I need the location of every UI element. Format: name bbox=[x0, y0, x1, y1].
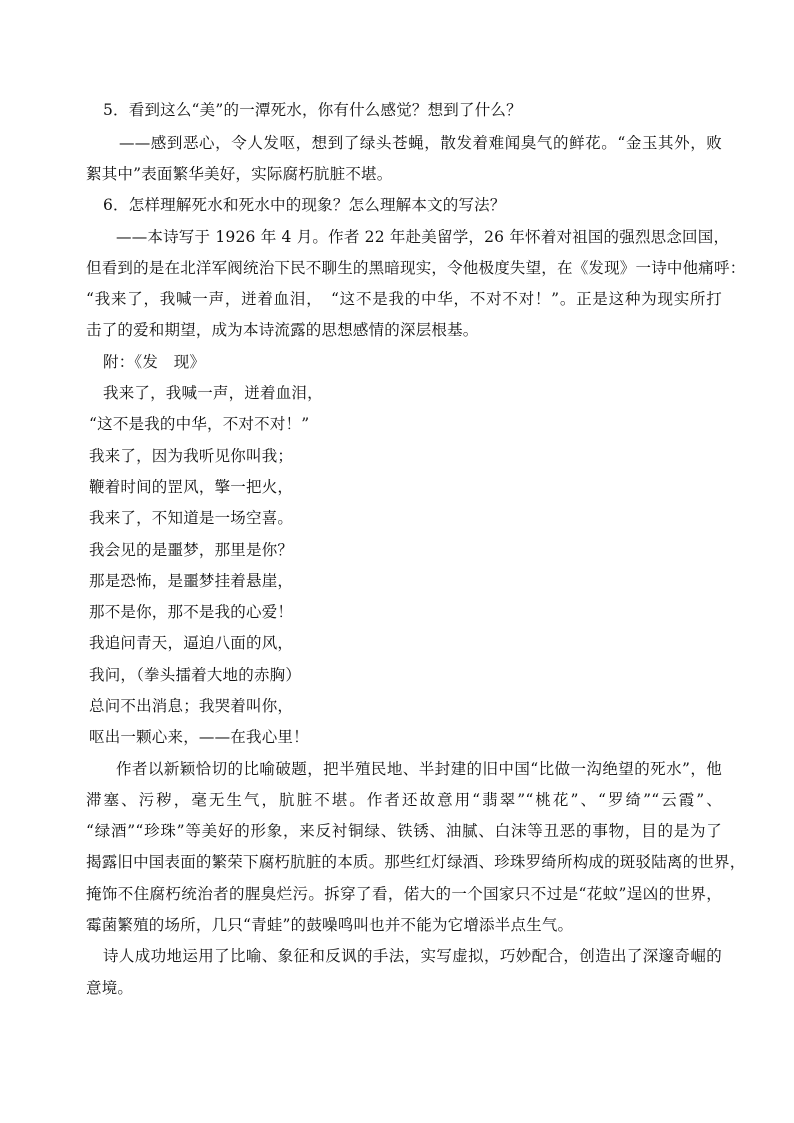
poem-line-11: 总问不出消息；我哭着叫你， bbox=[89, 697, 294, 715]
answer-5-line-2: 絮其中”表面繁华美好，实际腐朽肮脏不堪。 bbox=[86, 165, 393, 183]
poem-line-9: 我追问青天，逼迫八面的风， bbox=[89, 634, 294, 652]
poem-line-3: 我来了，因为我听见你叫我； bbox=[89, 447, 294, 465]
question-6: 6．怎样理解死水和死水中的现象？怎么理解本文的写法？ bbox=[103, 196, 506, 214]
poem-line-7: 那是恐怖，是噩梦挂着悬崖， bbox=[89, 572, 294, 590]
answer-6-line-4: 击了的爱和期望，成为本诗流露的思想感情的深层根基。 bbox=[86, 321, 479, 339]
analysis-line-2: 滞塞、污秽，毫无生气，肮脏不堪。作者还故意用“翡翠”“桃花”、“罗绮”“云霞”、 bbox=[86, 791, 722, 809]
poem-line-4: 鞭着时间的罡风，擎一把火， bbox=[89, 478, 294, 496]
analysis-line-5: 掩饰不住腐朽统治者的腥臭烂污。拆穿了看，偌大的一个国家只不过是“花蚊”逞凶的世界， bbox=[86, 885, 722, 903]
analysis-line-6: 霉菌繁殖的场所，几只“青蛙”的鼓噪鸣叫也并不能为它增添半点生气。 bbox=[86, 916, 574, 934]
answer-6-line-3: “我来了，我喊一声，迸着血泪， “这不是我的中华，不对不对！”。正是这种为现实所打 bbox=[86, 290, 722, 308]
analysis-line-4: 揭露旧中国表面的繁荣下腐朽肮脏的本质。那些红灯绿酒、珍珠罗绮所构成的斑驳陆离的世界， bbox=[86, 853, 746, 871]
poem-line-10: 我问，（拳头擂着大地的赤胸） bbox=[89, 666, 302, 684]
answer-5-line-1: ——感到恶心，令人发呕，想到了绿头苍蝇，散发着难闻臭气的鲜花。“金玉其外，败 bbox=[119, 134, 722, 152]
analysis-line-3: “绿酒”“珍珠”等美好的形象，来反衬铜绿、铁锈、油腻、白沫等丑恶的事物，目的是为了 bbox=[86, 822, 722, 840]
question-5: 5．看到这么“美”的一潭死水，你有什么感觉？想到了什么？ bbox=[103, 101, 522, 119]
poem-line-2: “这不是我的中华，不对不对！” bbox=[89, 415, 310, 433]
conclusion-line-1: 诗人成功地运用了比喻、象征和反讽的手法，实写虚拟，巧妙配合，创造出了深邃奇崛的 bbox=[103, 947, 722, 965]
answer-6-line-1: ——本诗写于 1926 年 4 月。作者 22 年赴美留学，26 年怀着对祖国的强烈思念回国， bbox=[116, 228, 730, 246]
appendix-title: 附：《发 现》 bbox=[103, 353, 206, 371]
poem-line-1: 我来了，我喊一声，迸着血泪， bbox=[103, 384, 323, 402]
poem-line-12: 呕出一颗心来，——在我心里！ bbox=[89, 728, 309, 746]
answer-6-line-2: 但看到的是在北洋军阀统治下民不聊生的黑暗现实，令他极度失望，在《发现》一诗中他痛呼： bbox=[86, 259, 746, 277]
conclusion-line-2: 意境。 bbox=[86, 979, 134, 997]
poem-line-5: 我来了，不知道是一场空喜。 bbox=[89, 509, 294, 527]
analysis-line-1: 作者以新颖恰切的比喻破题，把半殖民地、半封建的旧中国“比做一沟绝望的死水”，他 bbox=[116, 760, 722, 778]
poem-line-8: 那不是你，那不是我的心爱！ bbox=[89, 603, 294, 621]
poem-line-6: 我会见的是噩梦，那里是你？ bbox=[89, 541, 294, 559]
